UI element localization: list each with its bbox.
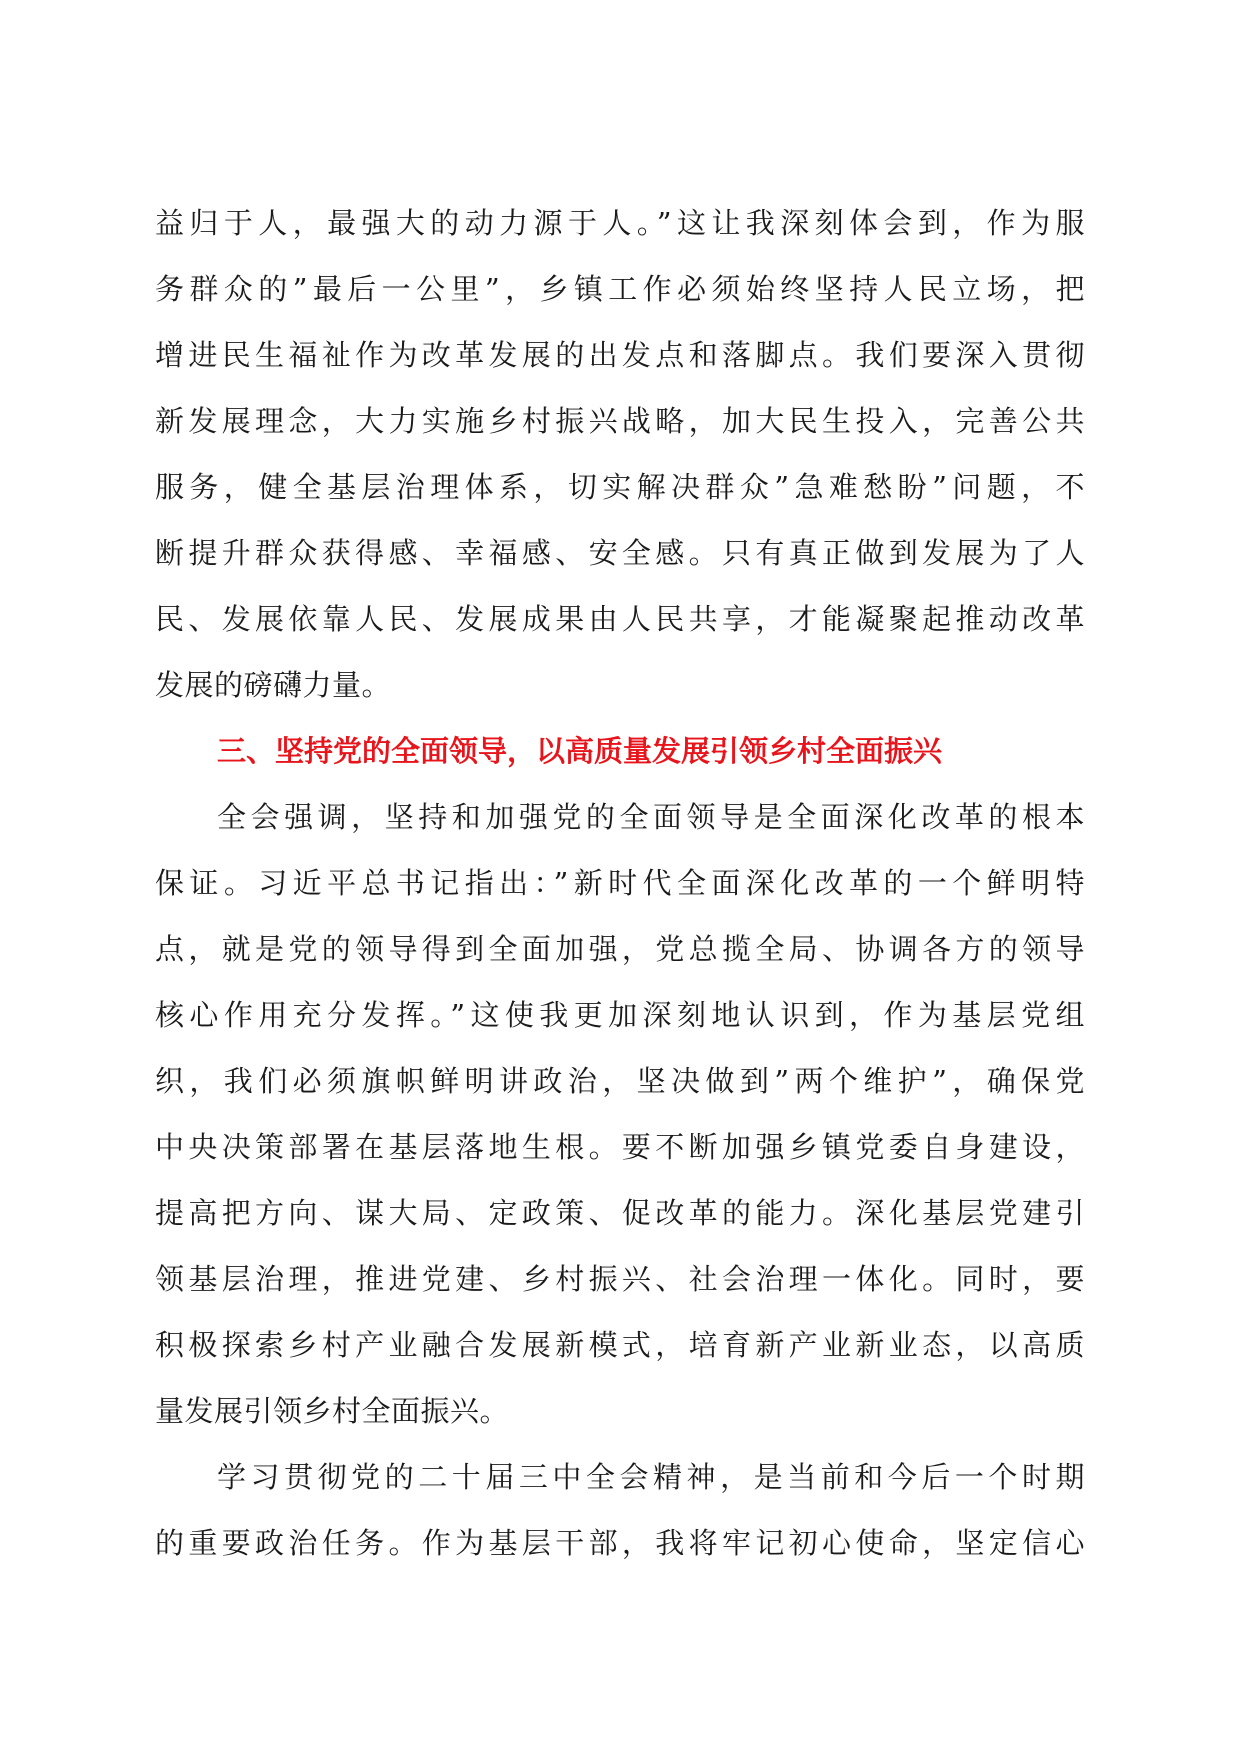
text-line: 中央决策部署在基层落地生根。要不断加强乡镇党委自身建设， [155, 1130, 1085, 1164]
document-body [155, 190, 1085, 1576]
paragraph-2 [155, 784, 1085, 1444]
text-line: 积极探索乡村产业融合发展新模式，培育新产业新业态，以高质 [155, 1328, 1085, 1362]
text-line: 益归于人，最强大的动力源于人。”这让我深刻体会到，作为服 [155, 206, 1085, 240]
text-line: 断提升群众获得感、幸福感、安全感。只有真正做到发展为了人 [155, 536, 1085, 570]
section-heading: 三、坚持党的全面领导，以高质量发展引领乡村全面振兴 [217, 734, 943, 768]
text-line: 织，我们必须旗帜鲜明讲政治，坚决做到”两个维护”，确保党 [155, 1064, 1085, 1098]
text-line: 学习贯彻党的二十届三中全会精神，是当前和今后一个时期 [217, 1460, 1085, 1494]
text-line: 领基层治理，推进党建、乡村振兴、社会治理一体化。同时，要 [155, 1262, 1085, 1296]
text-line: 民、发展依靠人民、发展成果由人民共享，才能凝聚起推动改革 [155, 602, 1085, 636]
text-line: 保证。习近平总书记指出：”新时代全面深化改革的一个鲜明特 [155, 866, 1085, 900]
text-line: 新发展理念，大力实施乡村振兴战略，加大民生投入，完善公共 [155, 404, 1085, 438]
text-line: 增进民生福祉作为改革发展的出发点和落脚点。我们要深入贯彻 [155, 338, 1085, 372]
text-line: 全会强调，坚持和加强党的全面领导是全面深化改革的根本 [217, 800, 1085, 834]
text-line: 务群众的”最后一公里”，乡镇工作必须始终坚持人民立场，把 [155, 272, 1085, 306]
text-line: 发展的磅礴力量。 [155, 668, 392, 702]
text-line: 的重要政治任务。作为基层干部，我将牢记初心使命，坚定信心 [155, 1526, 1085, 1560]
text-line: 核心作用充分发挥。”这使我更加深刻地认识到，作为基层党组 [155, 998, 1085, 1032]
text-line: 服务，健全基层治理体系，切实解决群众”急难愁盼”问题，不 [155, 470, 1085, 504]
text-line: 提高把方向、谋大局、定政策、促改革的能力。深化基层党建引 [155, 1196, 1085, 1230]
text-line: 量发展引领乡村全面振兴。 [155, 1394, 510, 1428]
text-line: 点，就是党的领导得到全面加强，党总揽全局、协调各方的领导 [155, 932, 1085, 966]
paragraph-1 [155, 190, 1085, 718]
paragraph-3 [155, 1444, 1085, 1576]
